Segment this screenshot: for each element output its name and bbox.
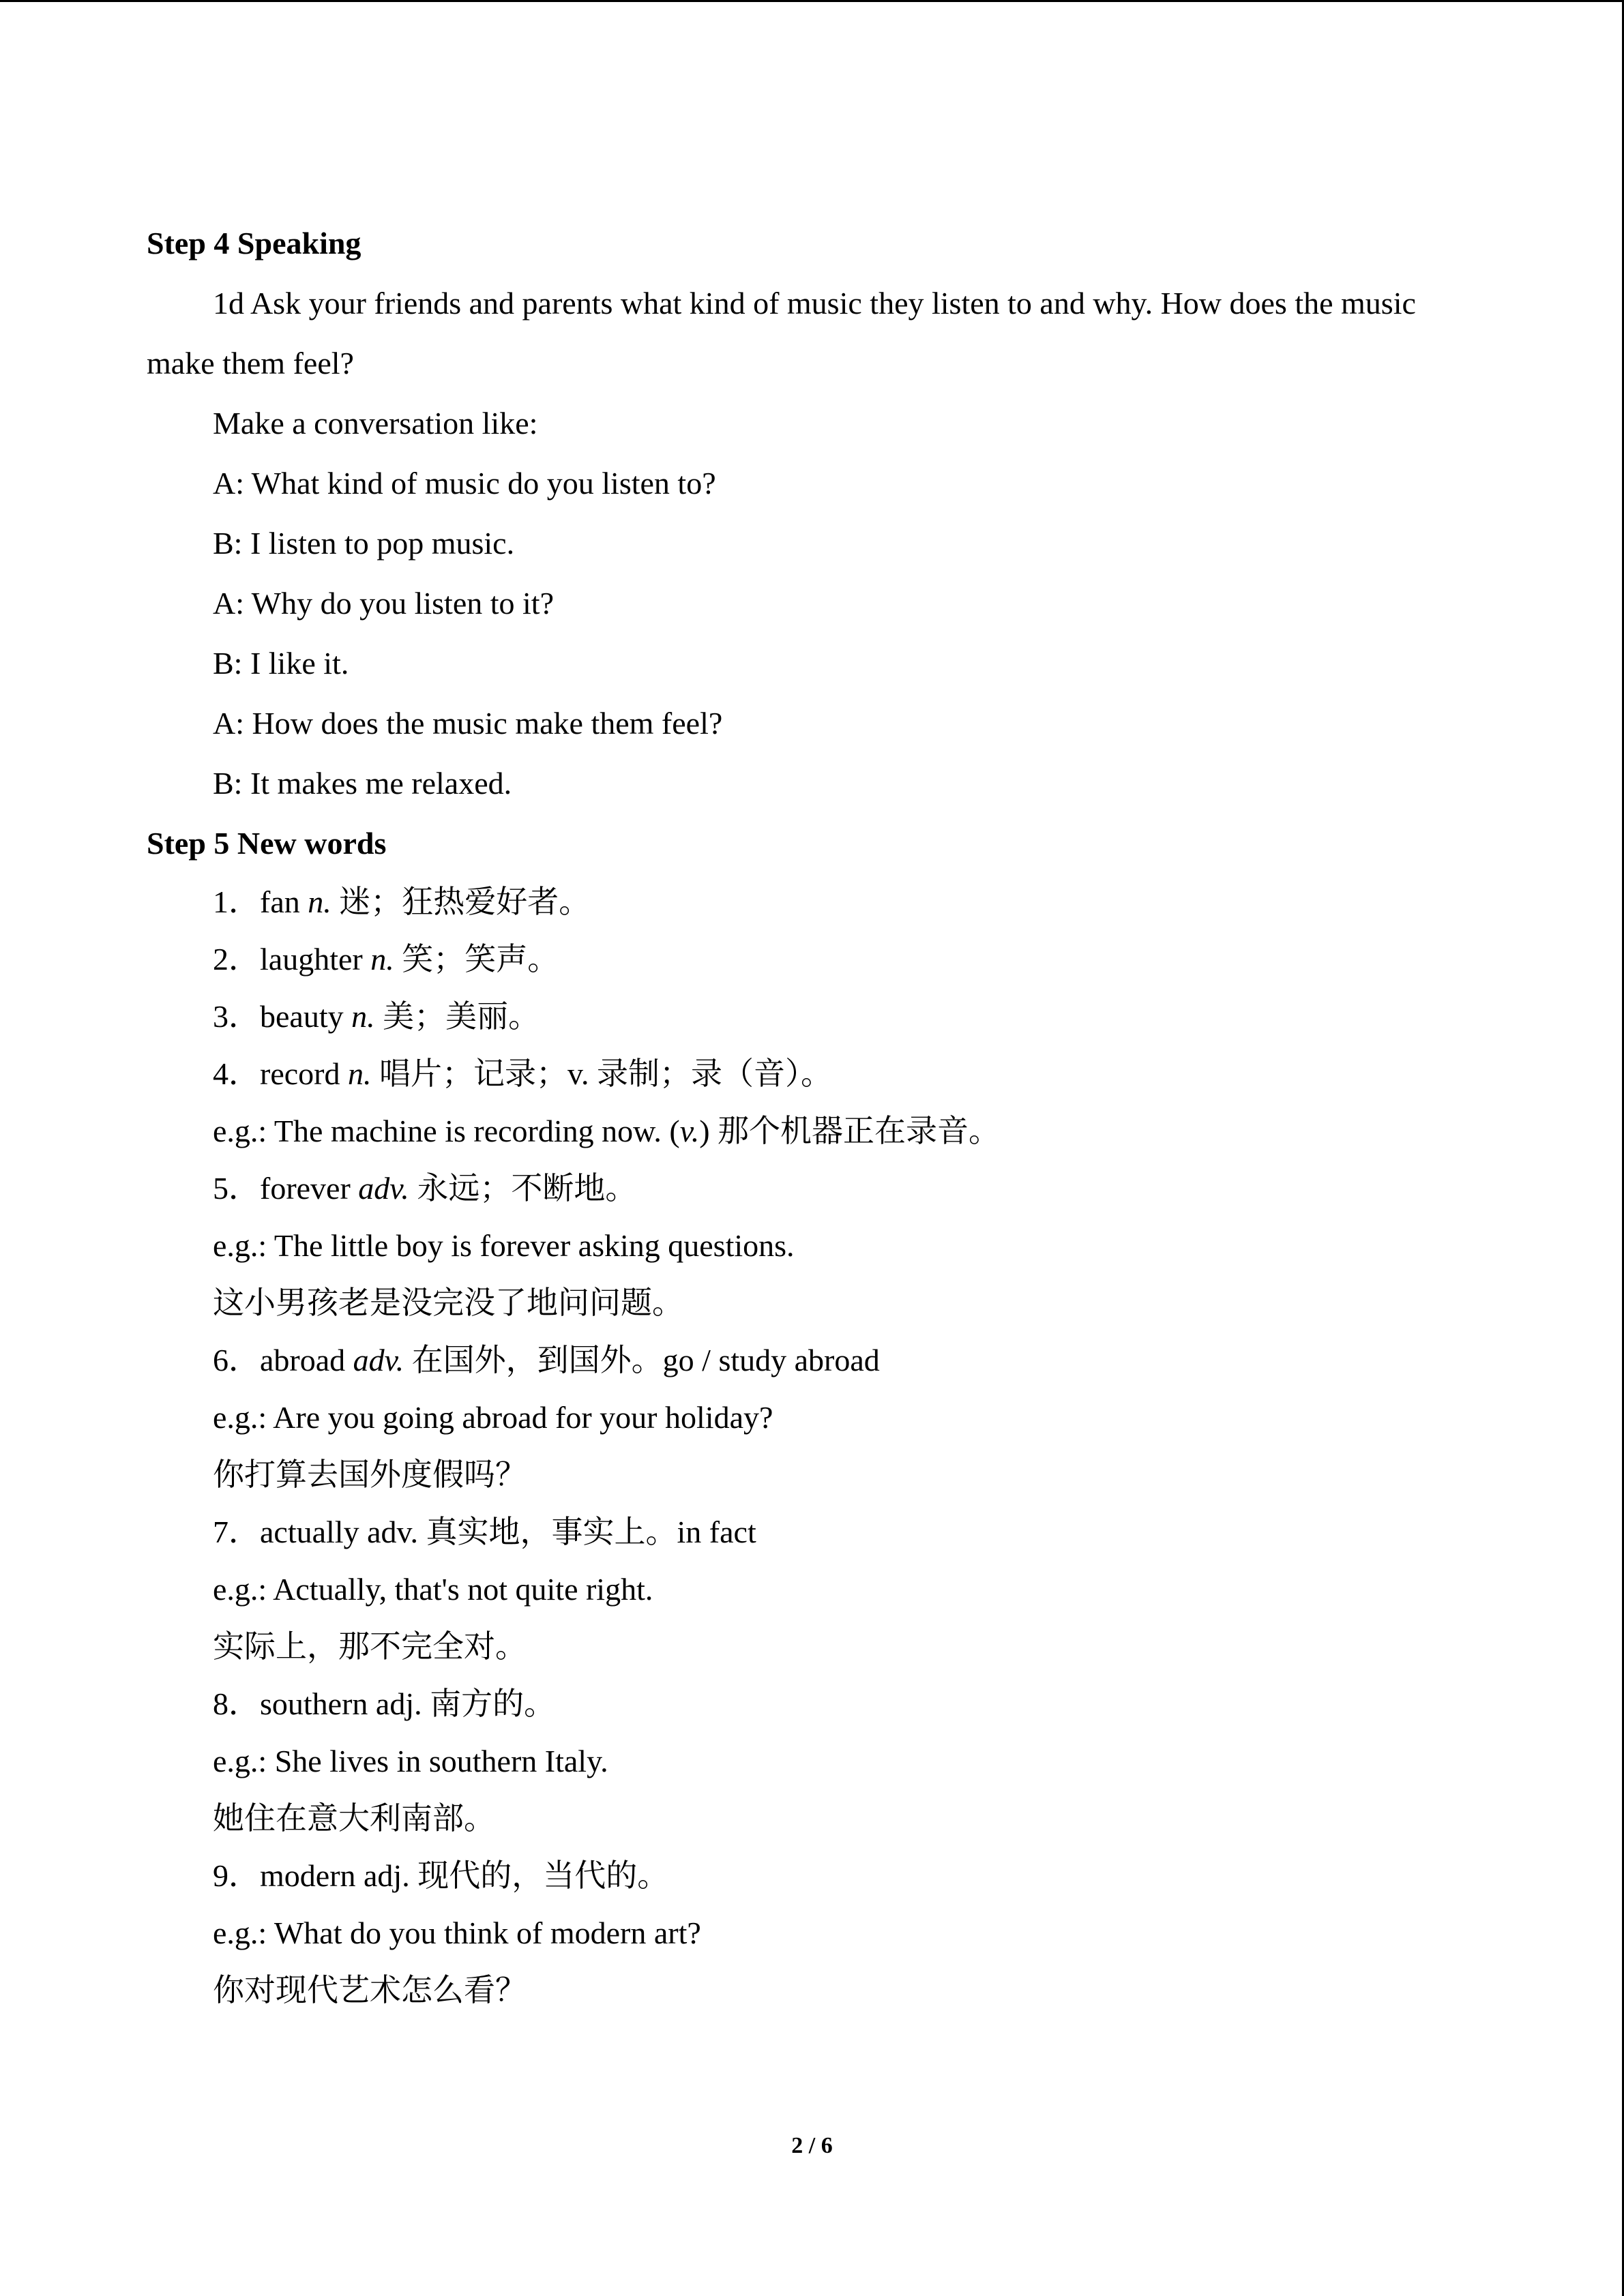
- part-of-speech: n.: [351, 999, 375, 1034]
- word-text: laughter: [260, 942, 371, 976]
- word-number: 6．: [213, 1343, 260, 1377]
- example-sentence: e.g.: Actually, that's not quite right.: [213, 1572, 653, 1607]
- word-entry-abroad: [147, 1332, 1483, 1389]
- step5-heading: Step 5 New words: [147, 826, 387, 861]
- example-sentence: e.g.: The little boy is forever asking questions.: [213, 1228, 795, 1263]
- word-entry-forever: [147, 1160, 1483, 1217]
- word-meaning: 迷；狂热爱好者。: [331, 884, 591, 919]
- example-translation: ) 那个机器正在录音。: [699, 1114, 1001, 1148]
- word-number: 4．: [213, 1056, 260, 1091]
- part-of-speech: n.: [347, 1056, 372, 1091]
- dialogue-line: A: How does the music make them feel?: [213, 706, 723, 741]
- word-meaning: 笑；笑声。: [394, 942, 559, 976]
- word-number: 3．: [213, 999, 260, 1034]
- example-sentence: [147, 1103, 1483, 1160]
- word-meaning: 美；美丽。: [374, 999, 540, 1034]
- part-of-speech: adv.: [358, 1171, 409, 1206]
- word-number: 2．: [213, 942, 260, 976]
- example-text: e.g.: The machine is recording now. (: [213, 1114, 680, 1148]
- word-number: 5．: [213, 1171, 260, 1206]
- word-entry-laughter: [147, 931, 1483, 988]
- word-entry-beauty: [147, 988, 1483, 1045]
- word-meaning: 永远；不断地。: [409, 1171, 637, 1206]
- word-entry-record: [147, 1045, 1483, 1103]
- example-translation: 这小男孩老是没完没了地问问题。: [213, 1285, 683, 1320]
- page-content: [147, 213, 1483, 2019]
- word-meaning: 唱片；记录；v. 录制；录（音）。: [371, 1056, 832, 1091]
- dialogue-line: B: I like it.: [213, 646, 349, 681]
- word-text: beauty: [260, 999, 352, 1034]
- step4-intro: 1d Ask your friends and parents what kind of music they listen to and why. How does the music make them feel?: [147, 286, 1416, 381]
- example-sentence: e.g.: What do you think of modern art?: [213, 1915, 701, 1950]
- word-text: forever: [260, 1171, 359, 1206]
- word-entry-modern: 9．modern adj. 现代的，当代的。: [213, 1858, 669, 1893]
- word-entry-fan: [147, 874, 1483, 931]
- word-text: record: [260, 1056, 348, 1091]
- example-sentence: e.g.: Are you going abroad for your holiday?: [213, 1400, 773, 1435]
- part-of-speech: adv.: [353, 1343, 404, 1377]
- part-of-speech: v.: [679, 1114, 700, 1148]
- word-entry-southern: 8．southern adj. 南方的。: [213, 1686, 556, 1721]
- word-text: fan: [260, 884, 308, 919]
- step4-prompt: Make a conversation like:: [213, 406, 538, 441]
- example-translation: 你打算去国外度假吗？: [213, 1457, 527, 1492]
- example-translation: 实际上，那不完全对。: [213, 1629, 527, 1664]
- step4-heading: Step 4 Speaking: [147, 226, 361, 260]
- dialogue-line: B: I listen to pop music.: [213, 526, 515, 561]
- part-of-speech: n.: [308, 884, 331, 919]
- dialogue-line: A: What kind of music do you listen to?: [213, 466, 716, 501]
- word-text: abroad: [260, 1343, 353, 1377]
- part-of-speech: n.: [370, 942, 394, 976]
- page-number: 2 / 6: [791, 2133, 833, 2158]
- dialogue-line: A: Why do you listen to it?: [213, 586, 555, 621]
- word-meaning: 在国外，到国外。go / study abroad: [404, 1343, 880, 1377]
- example-translation: 你对现代艺术怎么看？: [213, 1973, 527, 2008]
- word-entry-actually: 7．actually adv. 真实地，事实上。in fact: [213, 1515, 756, 1549]
- example-sentence: e.g.: She lives in southern Italy.: [213, 1744, 608, 1778]
- example-translation: 她住在意大利南部。: [213, 1801, 495, 1836]
- word-number: 1．: [213, 884, 260, 919]
- dialogue-line: B: It makes me relaxed.: [213, 766, 512, 801]
